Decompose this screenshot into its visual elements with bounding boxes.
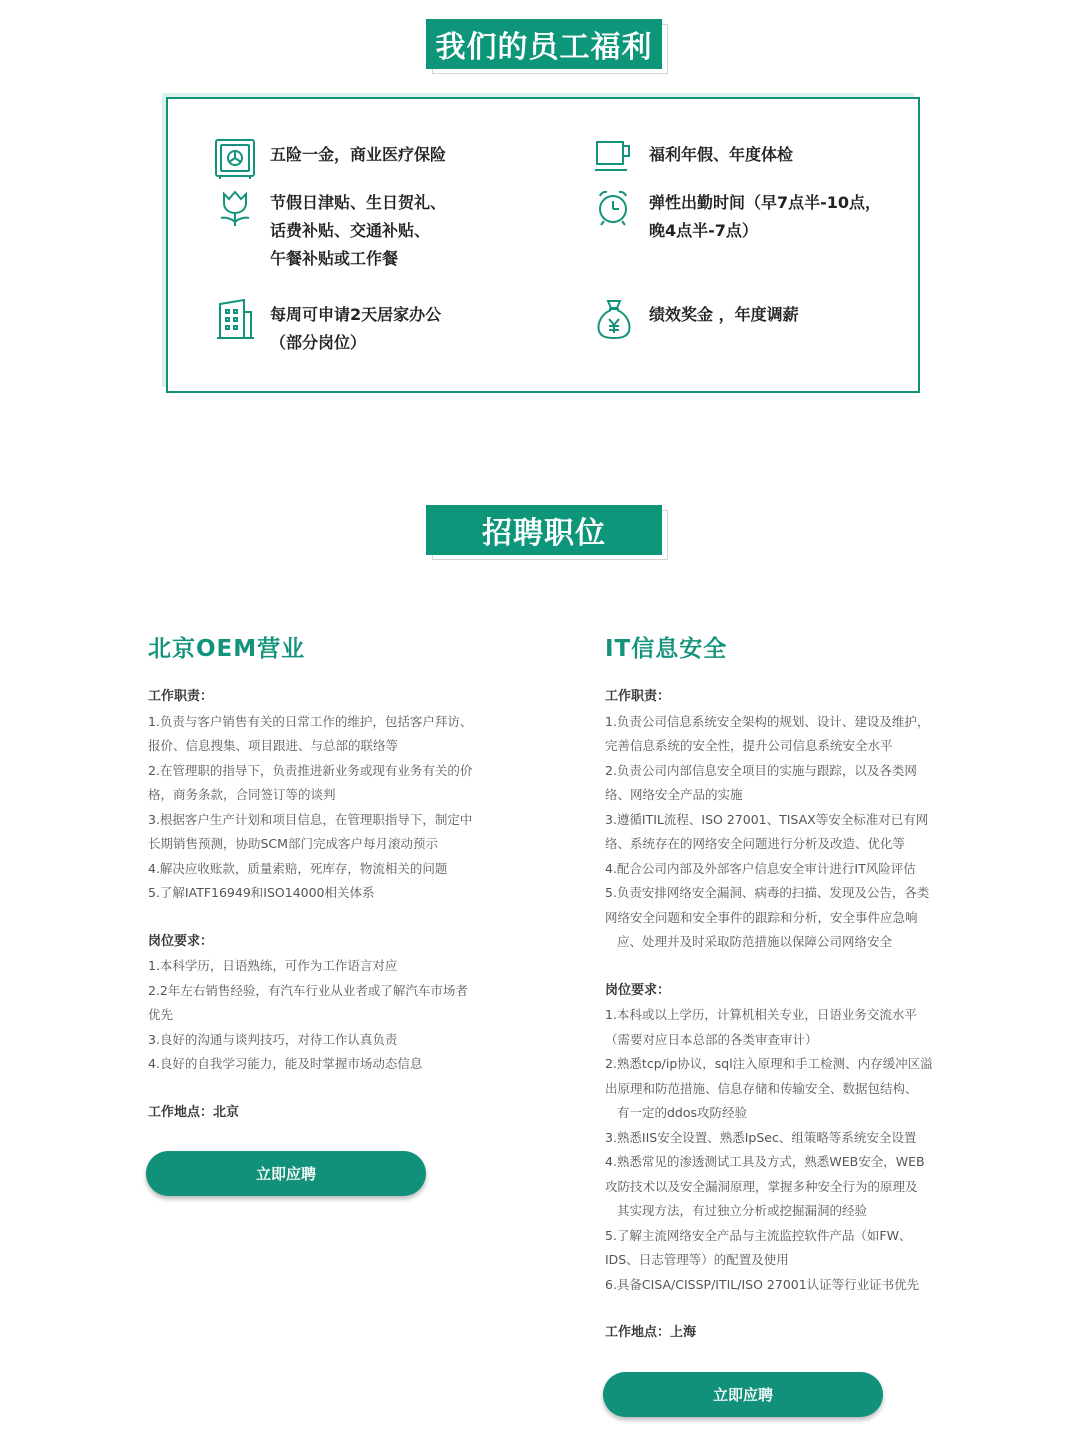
duty-item: 4.配合公司内部及外部客户信息安全审计进行IT风险评估: [605, 860, 916, 876]
duty-item: 3.遵循ITIL流程、ISO 27001、TISAX等安全标准对已有网 络、系统存在的网络安全问题进行分析及改造、优化等: [605, 811, 929, 851]
benefit-text: 弹性出勤时间（早7点半-10点， 晚4点半-7点）: [649, 193, 882, 240]
benefits-title-banner: [426, 19, 662, 69]
benefit-text: 福利年假、年度体检: [649, 145, 794, 164]
duties-label: 工作职责：: [148, 689, 214, 704]
requirement-item: 2.熟悉tcp/ip协议，sql注入原理和手工检测、内存缓冲区溢 出原理和防范措施、信息存储和传输安全、数据包结构、 有一定的ddos攻防经验: [605, 1056, 933, 1120]
jobs-title: 招聘职位: [426, 505, 662, 555]
benefit-item: [214, 138, 446, 180]
requirements-label: 岗位要求：: [148, 933, 214, 949]
job-card-it-security: [605, 630, 1015, 1346]
benefits-title: 我们的员工福利: [426, 19, 662, 69]
alarm-clock-icon: [593, 186, 635, 228]
requirement-item: 3.良好的沟通与谈判技巧，对待工作认真负责: [148, 1031, 398, 1047]
requirements-label: 岗位要求：: [605, 982, 671, 998]
apply-button-it-security[interactable]: 立即应聘: [603, 1372, 883, 1417]
job-card-beijing-oem: [148, 630, 548, 1125]
job-title: IT信息安全: [605, 636, 728, 662]
benefit-text: 五险一金，商业医疗保险: [270, 145, 447, 164]
requirement-item: 2.2年左右销售经验，有汽车行业从业者或了解汽车市场者 优先: [148, 982, 468, 1022]
jobs-title-banner: [426, 505, 662, 555]
requirement-item: 5.了解主流网络安全产品与主流监控软件产品（如FW、 IDS、日志管理等）的配置及使用: [605, 1227, 912, 1267]
job-location: 工作地点：北京: [148, 1104, 240, 1120]
duty-item: 2.在管理职的指导下，负责推进新业务或现有业务有关的价 格，商务条款，合同签订等的谈判: [148, 762, 473, 802]
benefit-text: 节假日津贴、生日贺礼、 话费补贴、交通补贴、 午餐补贴或工作餐: [270, 193, 447, 268]
benefit-item: [593, 186, 881, 245]
duties-label: 工作职责：: [605, 689, 671, 704]
benefit-text: 每周可申请2天居家办公 （部分岗位）: [270, 305, 442, 352]
requirement-item: 4.良好的自我学习能力，能及时掌握市场动态信息: [148, 1056, 423, 1071]
duty-item: 3.根据客户生产计划和项目信息，在管理职指导下，制定中 长期销售预测，协助SCM部门完成客户每月滚动预示: [148, 811, 473, 851]
office-building-icon: [214, 298, 256, 340]
requirement-item: 1.本科或以上学历，计算机相关专业，日语业务交流水平 （需要对应日本总部的各类审查审计）: [605, 1007, 917, 1047]
apply-button-beijing-oem[interactable]: 立即应聘: [146, 1151, 426, 1196]
requirement-item: 3.熟悉IIS安全设置、熟悉IpSec、组策略等系统安全设置: [605, 1129, 917, 1145]
money-bag-icon: [593, 298, 635, 340]
duty-item: 1.负责公司信息系统安全架构的规划、设计、建设及维护， 完善信息系统的安全性，提升公司信息系统安全水平: [605, 713, 930, 753]
benefit-item: [593, 298, 799, 340]
benefit-item: [214, 298, 441, 357]
duty-item: 4.解决应收账款，质量索赔，死库存，物流相关的问题: [148, 860, 448, 876]
duty-item: 2.负责公司内部信息安全项目的实施与跟踪，以及各类网 络、网络安全产品的实施: [605, 762, 917, 802]
job-location: 工作地点：上海: [605, 1325, 697, 1340]
tulip-icon: [214, 186, 256, 228]
requirement-item: 1.本科学历，日语熟练，可作为工作语言对应: [148, 958, 398, 973]
benefit-item: [214, 186, 446, 273]
duty-item: 5.了解IATF16949和ISO14000相关体系: [148, 885, 375, 900]
requirement-item: 4.熟悉常见的渗透测试工具及方式，熟悉WEB安全，WEB 攻防技术以及安全漏洞原理，掌握多种安全行为的原理及 其实现方法，有过独立分析或挖掘漏洞的经验: [605, 1154, 925, 1218]
duty-item: 1.负责与客户销售有关的日常工作的维护，包括客户拜访、 报价、信息搜集、项目跟进、与总部的联络等: [148, 713, 473, 753]
duty-item: 5.负责安排网络安全漏洞、病毒的扫描、发现及公告，各类 网络安全问题和安全事件的跟踪和分析，安全事件应急响 应、处理并及时采取防范措施以保障公司网络安全: [605, 885, 930, 949]
job-title: 北京OEM营业: [148, 636, 306, 662]
requirement-item: 6.具备CISA/CISSP/ITIL/ISO 27001认证等行业证书优先: [605, 1276, 920, 1292]
benefit-item: [593, 138, 793, 180]
coffee-cup-icon: [593, 138, 635, 180]
benefit-text: 绩效奖金 ，年度调薪: [649, 305, 799, 324]
safe-icon: [214, 138, 256, 180]
